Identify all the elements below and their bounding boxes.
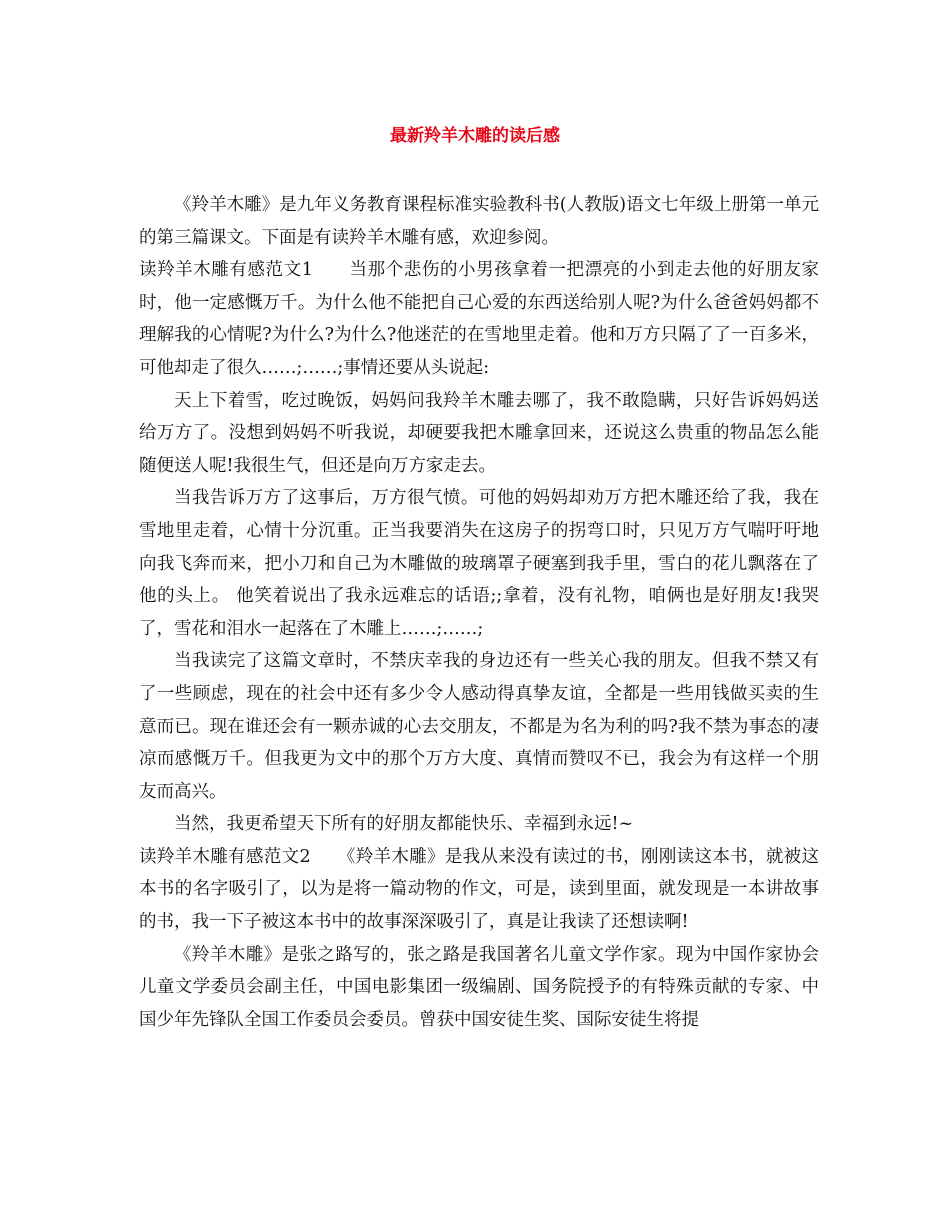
paragraph: 当我读完了这篇文章时，不禁庆幸我的身边还有一些关心我的朋友。但我不禁又有了一些顾虑，现在的社会中还有多少令人感动得真挚友谊，全都是一些用钱做买卖的生意而已。现在谁还会有一颗赤诚的心去交朋友，不都是为名为利的吗?我不禁为事态的凄凉而感慨万千。但我更为文中的那个万方大度、真情而赞叹不已，我会为有这样一个朋友而高兴。 bbox=[139, 651, 819, 802]
paragraph: 读羚羊木雕有感范文2 《羚羊木雕》是我从来没有读过的书，刚刚读这本书，就被这本书的名字吸引了，以为是将一篇动物的作文，可是，读到里面，就发现是一本讲故事的书，我一下子被这本书中的故事深深吸引了，真是让我读了还想读啊! bbox=[139, 846, 819, 933]
paragraph: 《羚羊木雕》是张之路写的，张之路是我国著名儿童文学作家。现为中国作家协会儿童文学委员会副主任，中国电影集团一级编剧、国务院授予的有特殊贡献的专家、中国少年先锋队全国工作委员会委员。曾获中国安徒生奖、国际安徒生将提 bbox=[139, 944, 819, 1030]
paragraph: 当我告诉万方了这事后，万方很气愤。可他的妈妈却劝万方把木雕还给了我，我在雪地里走着，心情十分沉重。正当我要消失在这房子的拐弯口时，只见万方气喘吁吁地向我飞奔而来，把小刀和自己为木雕做的玻璃罩子硬塞到我手里，雪白的花儿飘落在了他的头上。 他笑着说出了我永远难忘的话语;;拿着，没有礼物，咱俩也是好朋友!我哭了，雪花和泪水一起落在了木雕上……;……; bbox=[139, 488, 819, 639]
paragraph: 《羚羊木雕》是九年义务教育课程标准实验教科书(人教版)语文七年级上册第一单元的第三篇课文。下面是有读羚羊木雕有感，欢迎参阅。 bbox=[139, 195, 819, 248]
paragraph: 当然，我更希望天下所有的好朋友都能快乐、幸福到永远!~ bbox=[174, 814, 634, 835]
paragraph: 读羚羊木雕有感范文1 当那个悲伤的小男孩拿着一把漂亮的小到走去他的好朋友家时，他一定感慨万千。为什么他不能把自己心爱的东西送给别人呢?为什么爸爸妈妈都不理解我的心情呢?为什么?为什么?他迷茫的在雪地里走着。他和万方只隔了了一百多米，可他却走了很久……;……;事情还要从头说起: bbox=[139, 260, 819, 378]
document-body bbox=[139, 189, 819, 1036]
paragraph: 天上下着雪，吃过晚饭，妈妈问我羚羊木雕去哪了，我不敢隐瞒，只好告诉妈妈送给万方了。没想到妈妈不听我说，却硬要我把木雕拿回来，还说这么贵重的物品怎么能随便送人呢!我很生气，但还是向万方家走去。 bbox=[139, 390, 819, 476]
document-title: 最新羚羊木雕的读后感 bbox=[390, 126, 560, 146]
